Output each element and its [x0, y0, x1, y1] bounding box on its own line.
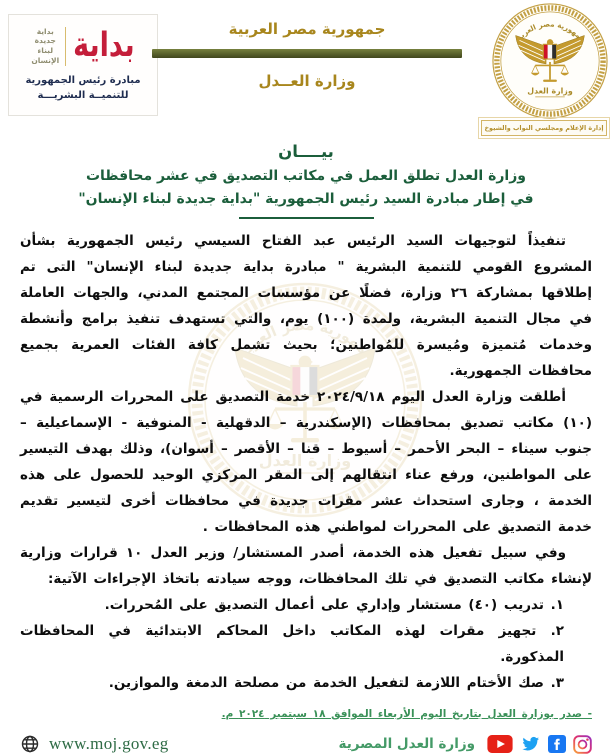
paragraph-decrees: وفي سبيل تفعيل هذه الخدمة، أصدر المستشار/ وزير العدل ١٠ قرارات وزارية لإنشاء مكاتب التصديق في تلك المحافظات، ووجه سيادته باتخاذ الإجراءات الآتية: [20, 545, 592, 587]
statement-title-line1: وزارة العدل تطلق العمل في مكاتب التصديق في عشر محافظات [85, 168, 526, 184]
initiative-org-line2: للتنميــة البشريـــة [37, 90, 129, 101]
paragraph-intro: تنفيذاً لتوجيهات السيد الرئيس عبد الفتاح السيسي رئيس الجمهورية بشأن المشروع القومي للتنمية البشرية " مبادرة بداية جديدة لبناء الإنسان" التى تم إطلاقها بمشاركة ٢٦ وزارة، فضلًا عن مؤسسات المجتمع المدني، والجهات العاملة في مجال التنمية البشرية، ولمدة (١٠٠) يوم، والتي تستهدف تنفيذ برامج وأنشطة وخدمات مُتميزة ومُيسرة للمُواطنين؛ بحيث تشمل كافة الفئات العمرية بجميع محافظات الجمهورية. [20, 233, 592, 379]
action-item-3: ٣. صك الأختام اللازمة لتفعيل الخدمة من مصلحة الدمغة والموازين. [108, 675, 564, 691]
statement-body [20, 228, 592, 727]
youtube-icon[interactable] [487, 735, 513, 753]
initiative-org-line1: مبادرة رئيس الجمهورية [25, 74, 141, 86]
social-account-name: وزارة العدل المصرية [338, 736, 475, 752]
instagram-icon[interactable] [573, 735, 592, 754]
tagline-word: جديدة [34, 36, 56, 46]
social-bar [339, 735, 592, 754]
website-link[interactable] [20, 734, 169, 754]
title-underline [239, 217, 374, 219]
action-item-2: ٢. تجهيز مقرات لهذه المكاتب داخل المحاكم الابتدائية في المحافظات المذكورة. [20, 623, 564, 665]
tagline-word: بداية [36, 26, 54, 36]
paragraph-launch: أطلقت وزارة العدل اليوم ٢٠٢٤/٩/١٨ خدمة التصديق على المحررات الرسمية في (١٠) مكاتب تصديق بمحافظات (الإسكندرية – الدقهلية - المنوفية - الإسماعيلية – جنوب سيناء – البحر الأحمر – أسيوط – قنا – الأقصر – أسوان)، وذلك بهدف التيسير على المواطنين، ورفع عناء انتقالهم إلى المقر المركزي الوحيد للحصول على هذه الخدمة ، وجارى استحداث عشر مقرات جديدة في محافظات أخرى لتيسير تقديم خدمة التصديق على المحررات لمواطني هذه المحافظات . [20, 389, 592, 535]
country-title: جمهورية مصر العربية [228, 20, 386, 38]
actions-list [20, 592, 564, 696]
statement-heading: بيــــان [278, 142, 334, 161]
ministry-title: وزارة العــدل [258, 72, 356, 90]
tagline-word: الإنسان [31, 55, 60, 65]
footer [20, 734, 592, 754]
issued-date-note: - صدر بوزارة العدل بتاريخ اليوم الأربعاء الموافق ١٨ سبتمبر ٢٠٢٤ م. [221, 708, 592, 720]
tagline-word: لبناء [37, 46, 54, 55]
statement-title-line2: في إطار مبادرة السيد رئيس الجمهورية "بداية جديدة لبناء الإنسان" [78, 191, 534, 207]
action-item-1: ١. تدريب (٤٠) مستشار وإداري على أعمال التصديق على المُحررات. [104, 597, 564, 613]
facebook-icon[interactable] [548, 735, 566, 753]
media-administration-badge: إدارة الإعلام ومجلسي النواب والشيوخ [481, 120, 607, 136]
website-url: www.moj.gov.eg [49, 734, 169, 753]
globe-icon [20, 734, 40, 754]
initiative-calligraphy: بداية [73, 26, 135, 65]
twitter-icon[interactable] [520, 735, 541, 753]
